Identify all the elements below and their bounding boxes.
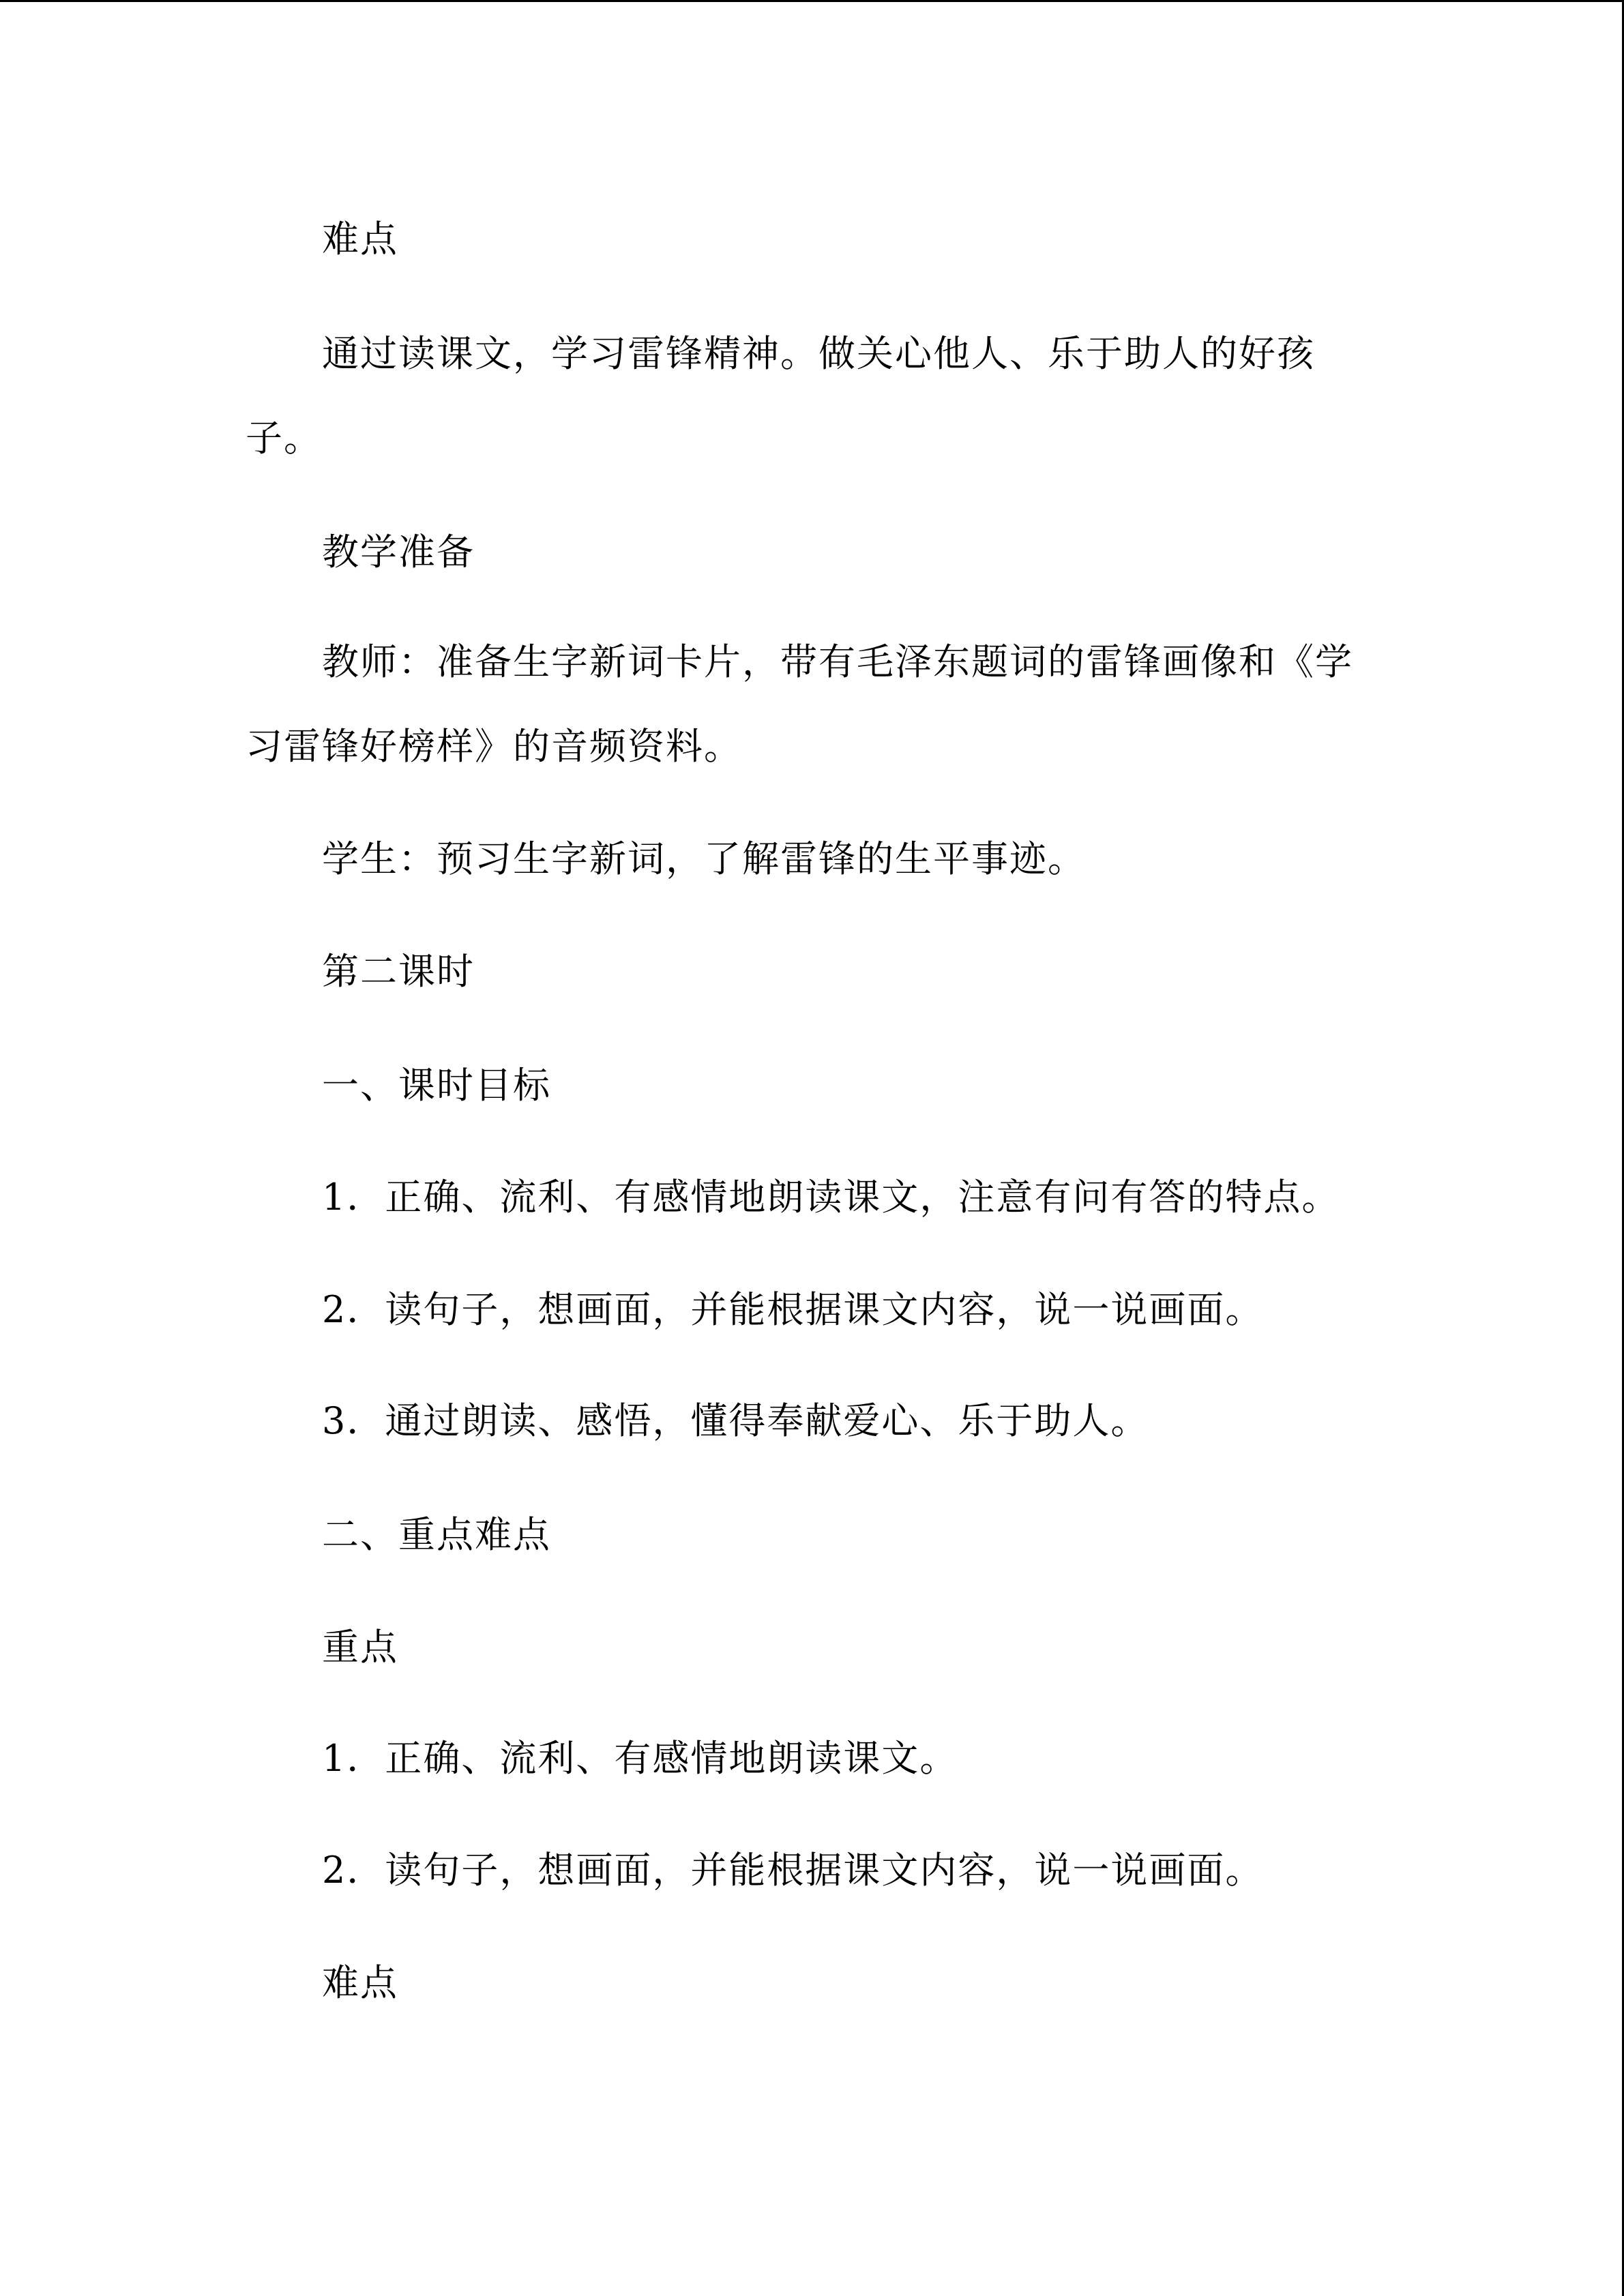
- list-item-key-point-1: 1．正确、流利、有感情地朗读课文。: [322, 1737, 958, 1780]
- heading-difficulty-2: 难点: [322, 1961, 398, 2004]
- paragraph-difficulty-line-1: 通过读课文，学习雷锋精神。做关心他人、乐于助人的好孩: [322, 332, 1315, 375]
- paragraph-teacher-prep-line-2: 习雷锋好榜样》的音频资料。: [246, 725, 742, 768]
- heading-key-points: 重点: [322, 1626, 398, 1669]
- page-top-border: [0, 0, 1624, 2]
- list-item-goal-1: 1．正确、流利、有感情地朗读课文，注意有问有答的特点。: [322, 1176, 1340, 1219]
- list-item-goal-3: 3．通过朗读、感悟，懂得奉献爱心、乐于助人。: [322, 1399, 1149, 1442]
- heading-key-difficult-points: 二、重点难点: [322, 1513, 551, 1556]
- heading-difficulty: 难点: [322, 218, 398, 260]
- list-item-key-point-2: 2．读句子，想画面，并能根据课文内容，说一说画面。: [322, 1849, 1264, 1892]
- heading-second-lesson: 第二课时: [322, 950, 475, 993]
- paragraph-student-prep: 学生：预习生字新词，了解雷锋的生平事迹。: [322, 837, 1086, 880]
- heading-teaching-preparation: 教学准备: [322, 531, 475, 573]
- list-item-goal-2: 2．读句子，想画面，并能根据课文内容，说一说画面。: [322, 1288, 1264, 1331]
- heading-lesson-goals: 一、课时目标: [322, 1064, 551, 1107]
- paragraph-difficulty-line-2: 子。: [246, 417, 322, 460]
- paragraph-teacher-prep-line-1: 教师：准备生字新词卡片，带有毛泽东题词的雷锋画像和《学: [322, 640, 1353, 683]
